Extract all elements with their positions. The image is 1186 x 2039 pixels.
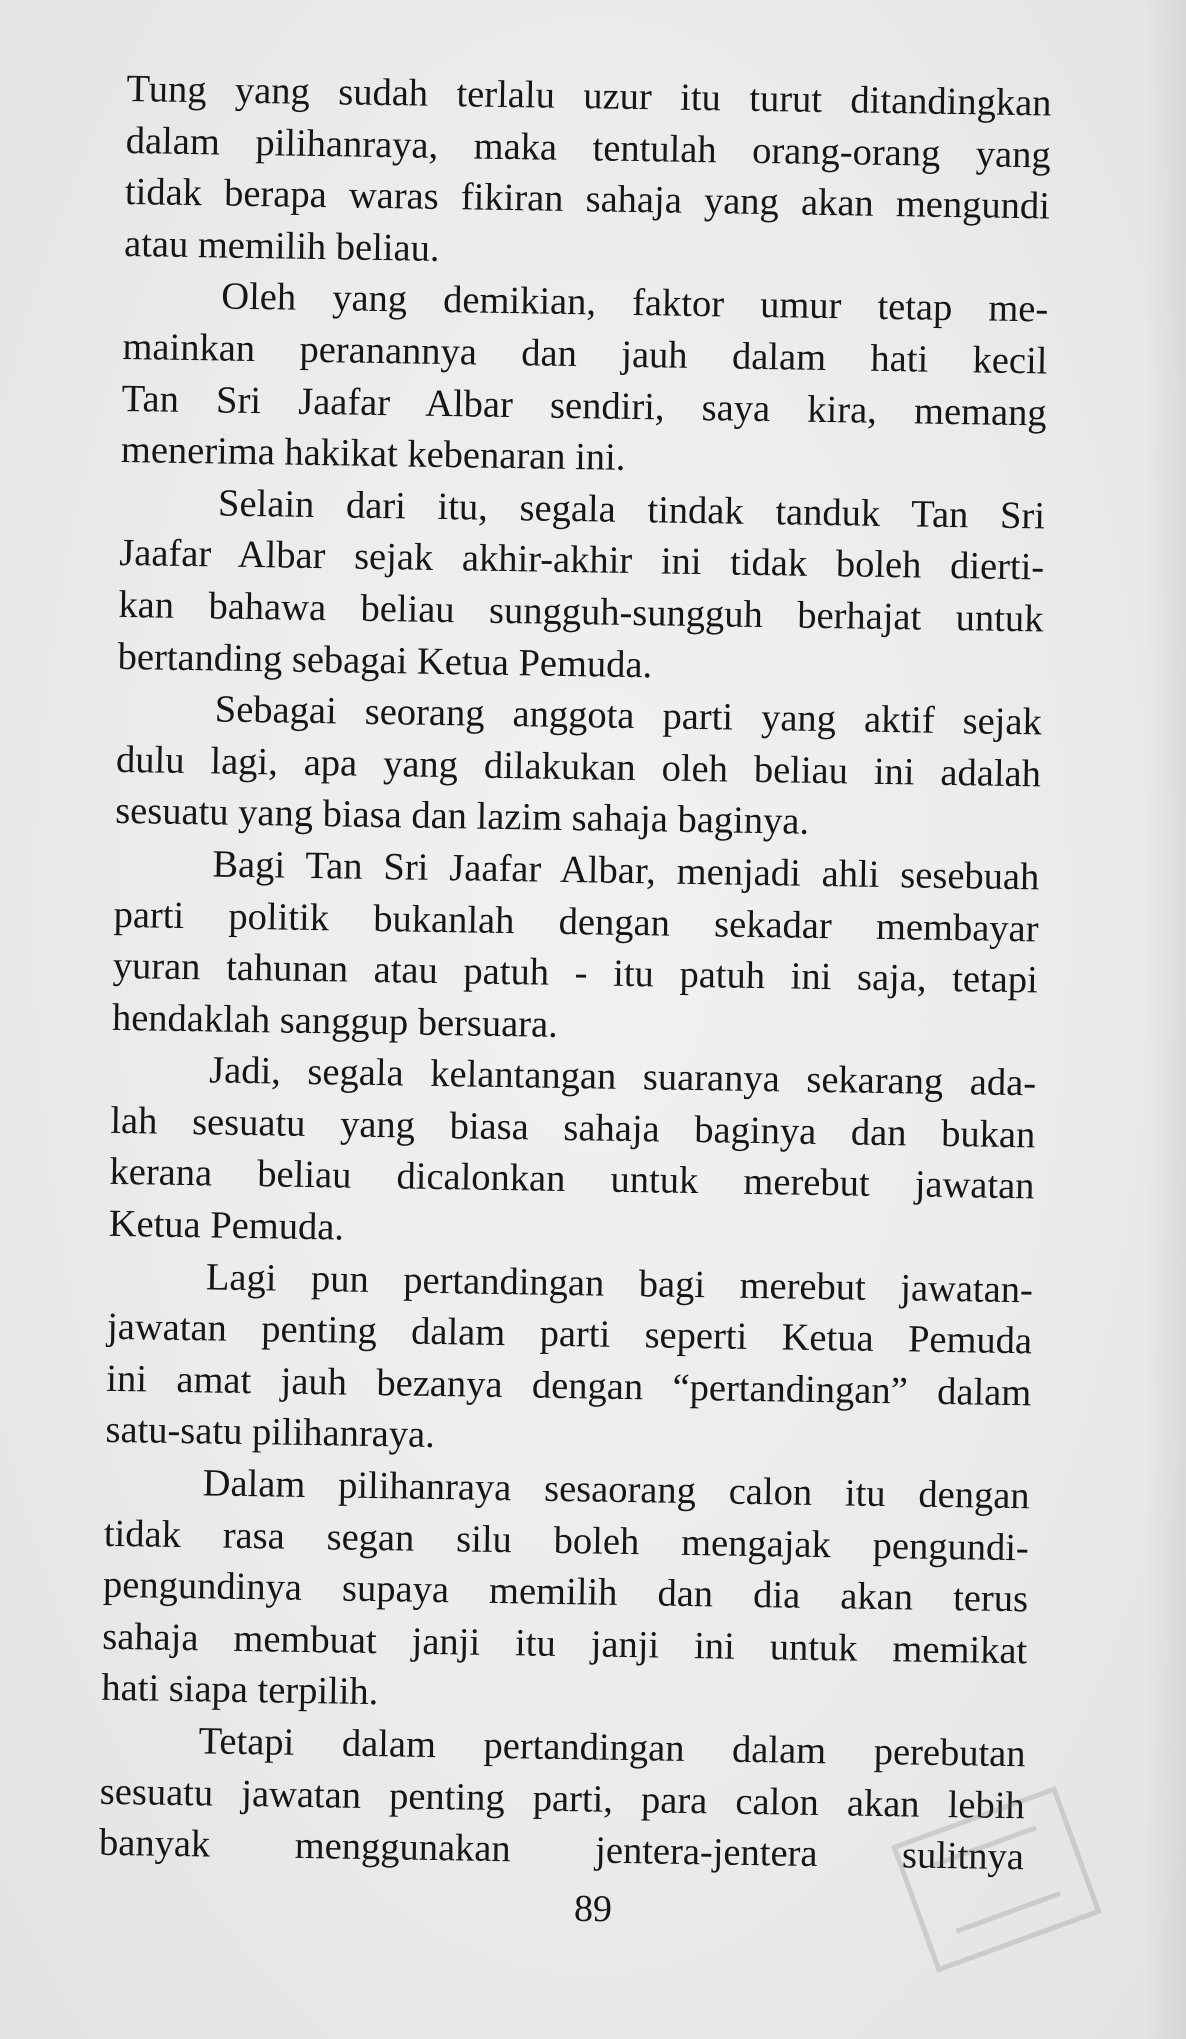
text-line: Jaafar Albar sejak akhir-akhir ini tidak boleh dierti- [118, 532, 1045, 589]
paragraph [101, 1457, 1030, 1729]
page-body-text [99, 64, 1052, 1884]
text-line: sesuatu jawatan penting parti, para calon akan lebih [99, 1770, 1026, 1827]
text-line: tidak rasa segan silu boleh mengajak pengundi- [103, 1512, 1030, 1569]
text-line: sesuatu yang biasa dan lazim sahaja baginya. [114, 790, 810, 844]
text-line: kan bahawa beliau sungguh-sungguh berhajat untuk [118, 583, 1044, 641]
text-line: yuran tahunan atau patuh - itu patuh ini saja, tetapi [112, 944, 1039, 1002]
text-line: bertanding sebagai Ketua Pemuda. [117, 635, 653, 686]
text-line: pengundinya supaya memilih dan dia akan terus [102, 1564, 1029, 1621]
text-line: dulu lagi, apa yang dilakukan oleh beliau ini adalah [115, 738, 1042, 796]
paragraph [112, 838, 1040, 1059]
text-line: parti politik bukanlah dengan sekadar membayar [113, 893, 1039, 950]
paragraph [117, 477, 1045, 698]
paragraph [124, 64, 1052, 285]
text-line: Sebagai seorang anggota parti yang aktif sejak [214, 688, 1043, 744]
paragraph [108, 1044, 1036, 1265]
text-line: menerima hakikat kebenaran ini. [120, 429, 626, 480]
text-line: kerana beliau dicalonkan untuk merebut jawatan [109, 1151, 1035, 1208]
page-number: 89 [573, 1887, 613, 1931]
text-line: Tung yang sudah terlalu uzur itu turut ditandingkan [126, 67, 1052, 125]
paragraph [115, 683, 1042, 852]
faded-library-stamp [878, 1755, 1108, 1985]
text-line: hati siapa terpilih. [101, 1667, 379, 1714]
text-line: Bagi Tan Sri Jaafar Albar, menjadi ahli sesebuah [212, 843, 1040, 899]
text-line: Selain dari itu, segala tindak tanduk Tan Sri [217, 482, 1046, 538]
text-line: mainkan peranannya dan jauh dalam hati kecil [122, 325, 1048, 383]
paragraph [121, 270, 1049, 491]
text-line: Jadi, segala kelantangan suaranya sekarang ada- [208, 1049, 1037, 1105]
text-line: lah sesuatu yang biasa sahaja baginya dan bukan [110, 1099, 1036, 1157]
text-line: satu-satu pilihanraya. [105, 1409, 436, 1457]
text-line: Tan Sri Jaafar Albar sendiri, saya kira, memang [121, 377, 1047, 435]
text-line: Tetapi dalam pertandingan dalam perebutan [198, 1720, 1026, 1776]
text-line: ini amat jauh bezanya dengan “pertandingan” dalam [106, 1357, 1032, 1415]
text-line: Oleh yang demikian, faktor umur tetap me- [221, 275, 1049, 331]
text-line: Ketua Pemuda. [108, 1202, 345, 1249]
text-line: sahaja membuat janji itu janji ini untuk memikat [101, 1615, 1028, 1673]
text-line: atau memilih beliau. [123, 222, 440, 270]
text-line: Dalam pilihanraya sesaorang calon itu dengan [202, 1462, 1030, 1518]
text-line: jawatan penting dalam parti seperti Ketua Pemuda [106, 1306, 1033, 1363]
paragraph [105, 1251, 1033, 1472]
text-line: dalam pilihanraya, maka tentulah orang-orang yang [125, 119, 1052, 177]
page-edge-shadow [1146, 0, 1186, 2039]
text-line: hendaklah sanggup bersuara. [111, 996, 559, 1046]
text-line: Lagi pun pertandingan bagi merebut jawatan- [205, 1256, 1034, 1312]
text-line: banyak menggunakan jentera-jentera sulitnya [98, 1821, 1025, 1879]
text-line: tidak berapa waras fikiran sahaja yang akan mengundi [124, 171, 1051, 228]
